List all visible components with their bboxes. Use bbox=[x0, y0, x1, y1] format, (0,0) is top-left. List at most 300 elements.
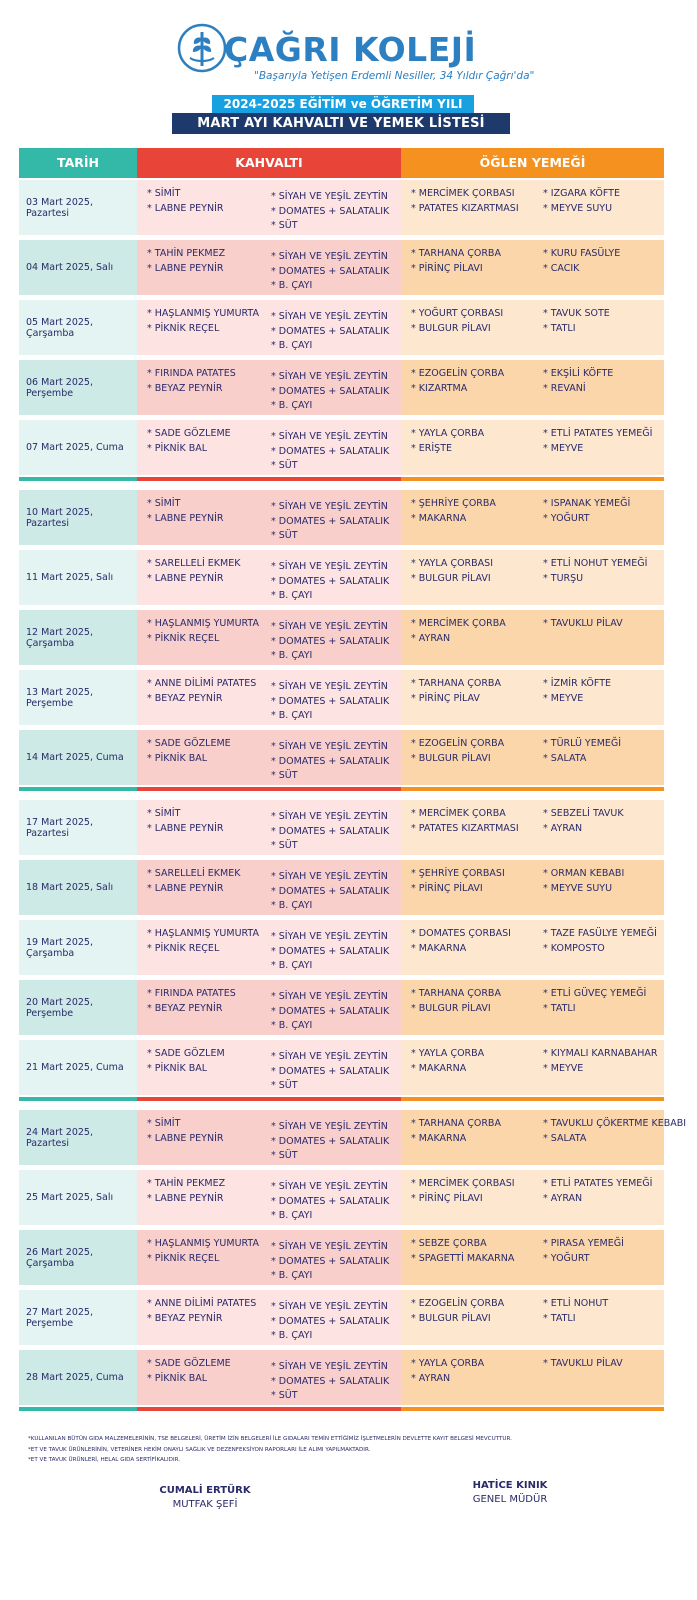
menu-column bbox=[401, 497, 537, 545]
menu-item: * B. ÇAYI bbox=[271, 1329, 401, 1344]
menu-item: * MERCİMEK ÇORBA bbox=[411, 807, 537, 822]
table-row bbox=[19, 1350, 664, 1405]
menu-column bbox=[137, 677, 265, 725]
menu-column bbox=[265, 1117, 401, 1165]
menu-item: * LABNE PEYNİR bbox=[147, 262, 265, 277]
lunch-cell bbox=[401, 800, 664, 855]
menu-item: * TURŞU bbox=[543, 572, 664, 587]
date-cell: 26 Mart 2025, Çarşamba bbox=[19, 1230, 137, 1285]
menu-item: * BEYAZ PEYNİR bbox=[147, 382, 265, 397]
menu-column bbox=[265, 1237, 401, 1285]
menu-item: * IZGARA KÖFTE bbox=[543, 187, 664, 202]
menu-item: * PİRİNÇ PİLAVI bbox=[411, 262, 537, 277]
menu-item: * PİKNİK BAL bbox=[147, 1062, 265, 1077]
lunch-cell bbox=[401, 490, 664, 545]
table-row bbox=[19, 550, 664, 605]
menu-item: * LABNE PEYNİR bbox=[147, 512, 265, 527]
menu-column bbox=[537, 497, 664, 545]
menu-item: * TAZE FASÜLYE YEMEĞİ bbox=[543, 927, 664, 942]
footnote: *KULLANILAN BÜTÜN GIDA MALZEMELERİNİN, TSE BELGELERİ, ÜRETİM İZİN BELGELERİ İLE GIDALARI TEMİN ETTİĞİMİZ İŞLETMELERİN DEVLETTE KAYIT BELGESİ MEVCUTTUR. bbox=[28, 1436, 512, 1442]
menu-column bbox=[265, 807, 401, 855]
menu-item: * SİYAH VE YEŞİL ZEYTİN bbox=[271, 620, 401, 635]
date-cell: 06 Mart 2025, Perşembe bbox=[19, 360, 137, 415]
week-separator bbox=[19, 1097, 664, 1101]
table-row bbox=[19, 1230, 664, 1285]
menu-item: * HAŞLANMIŞ YUMURTA bbox=[147, 617, 265, 632]
menu-column bbox=[401, 1237, 537, 1285]
menu-item: * MEYVE bbox=[543, 692, 664, 707]
menu-column bbox=[401, 737, 537, 785]
lunch-cell bbox=[401, 1290, 664, 1345]
week-separator bbox=[19, 1407, 664, 1411]
menu-item: * SÜT bbox=[271, 459, 401, 474]
menu-item: * SEBZE ÇORBA bbox=[411, 1237, 537, 1252]
header-tarih: TARİH bbox=[19, 148, 137, 178]
lunch-cell bbox=[401, 730, 664, 785]
menu-item: * BEYAZ PEYNİR bbox=[147, 1002, 265, 1017]
menu-item: * AYRAN bbox=[543, 822, 664, 837]
menu-item: * DOMATES + SALATALIK bbox=[271, 385, 401, 400]
menu-item: * HAŞLANMIŞ YUMURTA bbox=[147, 307, 265, 322]
menu-item: * LABNE PEYNİR bbox=[147, 1192, 265, 1207]
menu-item: * BULGUR PİLAVI bbox=[411, 572, 537, 587]
menu-item: * EZOGELİN ÇORBA bbox=[411, 1297, 537, 1312]
menu-item: * PİKNİK REÇEL bbox=[147, 1252, 265, 1267]
menu-item: * SİYAH VE YEŞİL ZEYTİN bbox=[271, 990, 401, 1005]
menu-column bbox=[537, 557, 664, 605]
menu-item: * SPAGETTİ MAKARNA bbox=[411, 1252, 537, 1267]
signature-left bbox=[130, 1485, 280, 1510]
breakfast-cell bbox=[137, 1110, 401, 1165]
menu-column bbox=[537, 1357, 664, 1405]
menu-item: * SİMİT bbox=[147, 497, 265, 512]
menu-item: * TARHANA ÇORBA bbox=[411, 987, 537, 1002]
menu-item: * PİKNİK BAL bbox=[147, 752, 265, 767]
menu-item: * DOMATES + SALATALIK bbox=[271, 1375, 401, 1390]
menu-column bbox=[137, 497, 265, 545]
breakfast-cell bbox=[137, 980, 401, 1035]
header-kahvalti: KAHVALTI bbox=[137, 148, 401, 178]
menu-column bbox=[537, 1047, 664, 1095]
menu-item: * SİYAH VE YEŞİL ZEYTİN bbox=[271, 560, 401, 575]
menu-column bbox=[401, 987, 537, 1035]
table-row bbox=[19, 180, 664, 235]
menu-column bbox=[537, 1117, 687, 1165]
table-row bbox=[19, 860, 664, 915]
menu-item: * KIZARTMA bbox=[411, 382, 537, 397]
menu-item: * DOMATES + SALATALIK bbox=[271, 1315, 401, 1330]
menu-item: * SİMİT bbox=[147, 1117, 265, 1132]
menu-column bbox=[265, 987, 401, 1035]
menu-column bbox=[537, 927, 664, 975]
menu-item: * SİYAH VE YEŞİL ZEYTİN bbox=[271, 810, 401, 825]
menu-column bbox=[401, 1177, 537, 1225]
menu-column bbox=[265, 1297, 401, 1345]
menu-item: * BULGUR PİLAVI bbox=[411, 1002, 537, 1017]
menu-column bbox=[137, 247, 265, 295]
menu-item: * HAŞLANMIŞ YUMURTA bbox=[147, 927, 265, 942]
menu-column bbox=[265, 677, 401, 725]
menu-item: * DOMATES + SALATALIK bbox=[271, 445, 401, 460]
menu-item: * ŞEHRİYE ÇORBA bbox=[411, 497, 537, 512]
menu-item: * PİKNİK BAL bbox=[147, 1372, 265, 1387]
date-cell: 18 Mart 2025, Salı bbox=[19, 860, 137, 915]
menu-column bbox=[137, 1117, 265, 1165]
lunch-cell bbox=[401, 360, 664, 415]
menu-item: * EKŞİLİ KÖFTE bbox=[543, 367, 664, 382]
menu-item: * AYRAN bbox=[411, 632, 537, 647]
menu-column bbox=[137, 737, 265, 785]
breakfast-cell bbox=[137, 1350, 401, 1405]
menu-column bbox=[265, 497, 401, 545]
table-row bbox=[19, 610, 664, 665]
menu-item: * SİMİT bbox=[147, 187, 265, 202]
menu-item: * FIRINDA PATATES bbox=[147, 367, 265, 382]
breakfast-cell bbox=[137, 800, 401, 855]
breakfast-cell bbox=[137, 180, 401, 235]
menu-item: * SİYAH VE YEŞİL ZEYTİN bbox=[271, 680, 401, 695]
menu-item: * DOMATES + SALATALIK bbox=[271, 325, 401, 340]
menu-item: * CACIK bbox=[543, 262, 664, 277]
breakfast-cell bbox=[137, 610, 401, 665]
breakfast-cell bbox=[137, 1170, 401, 1225]
menu-item: * SİYAH VE YEŞİL ZEYTİN bbox=[271, 190, 401, 205]
year-band: 2024-2025 EĞİTİM ve ÖĞRETİM YILI bbox=[212, 95, 474, 114]
menu-item: * TATLI bbox=[543, 322, 664, 337]
menu-column bbox=[401, 1357, 537, 1405]
menu-column bbox=[265, 1047, 401, 1095]
table-row bbox=[19, 670, 664, 725]
menu-item: * LABNE PEYNİR bbox=[147, 572, 265, 587]
menu-column bbox=[265, 427, 401, 475]
school-slogan: "Başarıyla Yetişen Erdemli Nesiller, 34 Yıldır Çağrı'da" bbox=[254, 70, 535, 82]
menu-item: * DOMATES + SALATALIK bbox=[271, 1135, 401, 1150]
table-row bbox=[19, 1110, 687, 1165]
menu-item: * ANNE DİLİMİ PATATES bbox=[147, 677, 265, 692]
date-cell: 19 Mart 2025, Çarşamba bbox=[19, 920, 137, 975]
menu-item: * DOMATES + SALATALIK bbox=[271, 205, 401, 220]
menu-item: * AYRAN bbox=[543, 1192, 664, 1207]
menu-item: * PATATES KIZARTMASI bbox=[411, 202, 537, 217]
menu-item: * TAHİN PEKMEZ bbox=[147, 1177, 265, 1192]
menu-column bbox=[265, 367, 401, 415]
lunch-cell bbox=[401, 240, 664, 295]
menu-item: * REVANİ bbox=[543, 382, 664, 397]
menu-item: * FIRINDA PATATES bbox=[147, 987, 265, 1002]
table-row bbox=[19, 240, 664, 295]
menu-item: * SİYAH VE YEŞİL ZEYTİN bbox=[271, 370, 401, 385]
menu-item: * HAŞLANMIŞ YUMURTA bbox=[147, 1237, 265, 1252]
menu-item: * B. ÇAYI bbox=[271, 279, 401, 294]
date-cell: 13 Mart 2025, Perşembe bbox=[19, 670, 137, 725]
menu-item: * SARELLELİ EKMEK bbox=[147, 557, 265, 572]
lunch-cell bbox=[401, 1230, 664, 1285]
menu-item: * B. ÇAYI bbox=[271, 1019, 401, 1034]
menu-item: * ORMAN KEBABI bbox=[543, 867, 664, 882]
menu-item: * SİYAH VE YEŞİL ZEYTİN bbox=[271, 310, 401, 325]
table-row bbox=[19, 490, 664, 545]
menu-item: * DOMATES + SALATALIK bbox=[271, 755, 401, 770]
menu-item: * DOMATES + SALATALIK bbox=[271, 1195, 401, 1210]
menu-column bbox=[537, 617, 664, 665]
menu-item: * PİRİNÇ PİLAVI bbox=[411, 882, 537, 897]
wheat-emblem-icon bbox=[176, 22, 228, 74]
table-row bbox=[19, 1290, 664, 1345]
table-row bbox=[19, 980, 664, 1035]
menu-column bbox=[401, 247, 537, 295]
school-logo bbox=[176, 22, 535, 92]
menu-column bbox=[537, 807, 664, 855]
menu-column bbox=[137, 867, 265, 915]
menu-item: * DOMATES + SALATALIK bbox=[271, 1005, 401, 1020]
menu-item: * SİMİT bbox=[147, 807, 265, 822]
menu-column bbox=[401, 677, 537, 725]
menu-item: * BULGUR PİLAVI bbox=[411, 1312, 537, 1327]
lunch-cell bbox=[401, 1170, 664, 1225]
lunch-cell bbox=[401, 920, 664, 975]
menu-item: * YAYLA ÇORBA bbox=[411, 1047, 537, 1062]
menu-column bbox=[537, 1237, 664, 1285]
menu-column bbox=[401, 1117, 537, 1165]
breakfast-cell bbox=[137, 360, 401, 415]
footnote: *ET VE TAVUK ÜRÜNLERİ, HELAL GIDA SERTİFİKALIDIR. bbox=[28, 1457, 181, 1463]
menu-item: * TAVUKLU ÇÖKERTME KEBABI bbox=[543, 1117, 664, 1132]
menu-item: * ISPANAK YEMEĞİ bbox=[543, 497, 664, 512]
menu-item: * DOMATES + SALATALIK bbox=[271, 265, 401, 280]
date-cell: 28 Mart 2025, Cuma bbox=[19, 1350, 137, 1405]
menu-item: * SÜT bbox=[271, 529, 401, 544]
menu-item: * SİYAH VE YEŞİL ZEYTİN bbox=[271, 1050, 401, 1065]
menu-column bbox=[265, 1357, 401, 1405]
breakfast-cell bbox=[137, 240, 401, 295]
lunch-cell bbox=[401, 550, 664, 605]
menu-item: * PİRİNÇ PİLAV bbox=[411, 692, 537, 707]
menu-item: * AYRAN bbox=[411, 1372, 537, 1387]
menu-item: * PİKNİK BAL bbox=[147, 442, 265, 457]
menu-column bbox=[137, 187, 265, 235]
menu-item: * PİRİNÇ PİLAVI bbox=[411, 1192, 537, 1207]
date-cell: 12 Mart 2025, Çarşamba bbox=[19, 610, 137, 665]
menu-item: * SİYAH VE YEŞİL ZEYTİN bbox=[271, 1120, 401, 1135]
menu-item: * LABNE PEYNİR bbox=[147, 1132, 265, 1147]
menu-item: * SİYAH VE YEŞİL ZEYTİN bbox=[271, 1180, 401, 1195]
breakfast-cell bbox=[137, 1230, 401, 1285]
table-row bbox=[19, 800, 664, 855]
menu-item: * MERCİMEK ÇORBASI bbox=[411, 187, 537, 202]
menu-item: * SÜT bbox=[271, 219, 401, 234]
menu-item: * TAHİN PEKMEZ bbox=[147, 247, 265, 262]
breakfast-cell bbox=[137, 550, 401, 605]
menu-item: * ETLİ PATATES YEMEĞİ bbox=[543, 427, 664, 442]
date-cell: 20 Mart 2025, Perşembe bbox=[19, 980, 137, 1035]
menu-column bbox=[265, 617, 401, 665]
menu-item: * DOMATES ÇORBASI bbox=[411, 927, 537, 942]
menu-column bbox=[137, 307, 265, 355]
menu-item: * B. ÇAYI bbox=[271, 1209, 401, 1224]
lunch-cell bbox=[401, 610, 664, 665]
menu-item: * MAKARNA bbox=[411, 1132, 537, 1147]
table-row bbox=[19, 1040, 664, 1095]
table-row bbox=[19, 1170, 664, 1225]
signature-right bbox=[435, 1480, 585, 1505]
menu-item: * MERCİMEK ÇORBA bbox=[411, 617, 537, 632]
table-row bbox=[19, 300, 664, 355]
menu-column bbox=[401, 187, 537, 235]
menu-item: * SÜT bbox=[271, 1079, 401, 1094]
menu-item: * TARHANA ÇORBA bbox=[411, 1117, 537, 1132]
date-cell: 07 Mart 2025, Cuma bbox=[19, 420, 137, 475]
menu-column bbox=[401, 557, 537, 605]
menu-item: * MAKARNA bbox=[411, 1062, 537, 1077]
menu-item: * EZOGELİN ÇORBA bbox=[411, 367, 537, 382]
menu-column bbox=[265, 737, 401, 785]
menu-item: * TARHANA ÇORBA bbox=[411, 677, 537, 692]
menu-item: * SÜT bbox=[271, 769, 401, 784]
school-name: ÇAĞRI KOLEJİ bbox=[224, 30, 477, 69]
menu-item: * SADE GÖZLEME bbox=[147, 1357, 265, 1372]
menu-column bbox=[401, 927, 537, 975]
menu-item: * DOMATES + SALATALIK bbox=[271, 945, 401, 960]
menu-column bbox=[137, 1177, 265, 1225]
menu-item: * EZOGELİN ÇORBA bbox=[411, 737, 537, 752]
menu-item: * SEBZELİ TAVUK bbox=[543, 807, 664, 822]
header-ogle-yemegi: ÖĞLEN YEMEĞİ bbox=[401, 148, 664, 178]
menu-item: * SALATA bbox=[543, 752, 664, 767]
menu-item: * LABNE PEYNİR bbox=[147, 202, 265, 217]
menu-item: * B. ÇAYI bbox=[271, 709, 401, 724]
menu-item: * YAYLA ÇORBASI bbox=[411, 557, 537, 572]
breakfast-cell bbox=[137, 860, 401, 915]
menu-item: * KURU FASÜLYE bbox=[543, 247, 664, 262]
menu-item: * SİYAH VE YEŞİL ZEYTİN bbox=[271, 1240, 401, 1255]
menu-item: * SALATA bbox=[543, 1132, 664, 1147]
menu-item: * SÜT bbox=[271, 1389, 401, 1404]
menu-item: * TATLI bbox=[543, 1002, 664, 1017]
menu-item: * ŞEHRİYE ÇORBASI bbox=[411, 867, 537, 882]
menu-item: * ETLİ GÜVEÇ YEMEĞİ bbox=[543, 987, 664, 1002]
menu-item: * SİYAH VE YEŞİL ZEYTİN bbox=[271, 500, 401, 515]
menu-item: * SADE GÖZLEME bbox=[147, 427, 265, 442]
table-row bbox=[19, 920, 664, 975]
menu-item: * SİYAH VE YEŞİL ZEYTİN bbox=[271, 430, 401, 445]
signatory-title: MUTFAK ŞEFİ bbox=[172, 1499, 238, 1510]
date-cell: 04 Mart 2025, Salı bbox=[19, 240, 137, 295]
menu-column bbox=[137, 557, 265, 605]
menu-item: * PIRASA YEMEĞİ bbox=[543, 1237, 664, 1252]
menu-column bbox=[537, 187, 664, 235]
menu-item: * DOMATES + SALATALIK bbox=[271, 1255, 401, 1270]
table-row bbox=[19, 420, 664, 475]
menu-item: * PİKNİK REÇEL bbox=[147, 942, 265, 957]
menu-item: * B. ÇAYI bbox=[271, 589, 401, 604]
breakfast-cell bbox=[137, 730, 401, 785]
menu-item: * ANNE DİLİMİ PATATES bbox=[147, 1297, 265, 1312]
menu-item: * TAVUK SOTE bbox=[543, 307, 664, 322]
menu-column bbox=[265, 1177, 401, 1225]
breakfast-cell bbox=[137, 490, 401, 545]
menu-item: * İZMİR KÖFTE bbox=[543, 677, 664, 692]
menu-item: * SARELLELİ EKMEK bbox=[147, 867, 265, 882]
menu-item: * SİYAH VE YEŞİL ZEYTİN bbox=[271, 250, 401, 265]
menu-item: * BEYAZ PEYNİR bbox=[147, 1312, 265, 1327]
menu-item: * SİYAH VE YEŞİL ZEYTİN bbox=[271, 870, 401, 885]
menu-item: * PİKNİK REÇEL bbox=[147, 322, 265, 337]
breakfast-cell bbox=[137, 420, 401, 475]
menu-column bbox=[265, 247, 401, 295]
menu-item: * MAKARNA bbox=[411, 512, 537, 527]
lunch-cell bbox=[401, 300, 664, 355]
menu-item: * MERCİMEK ÇORBASI bbox=[411, 1177, 537, 1192]
menu-item: * TATLI bbox=[543, 1312, 664, 1327]
menu-item: * YOĞURT ÇORBASI bbox=[411, 307, 537, 322]
menu-item: * ETLİ NOHUT bbox=[543, 1297, 664, 1312]
menu-column bbox=[137, 1237, 265, 1285]
menu-column bbox=[137, 367, 265, 415]
breakfast-cell bbox=[137, 920, 401, 975]
lunch-cell bbox=[401, 980, 664, 1035]
menu-item: * TARHANA ÇORBA bbox=[411, 247, 537, 262]
lunch-cell bbox=[401, 670, 664, 725]
date-cell: 24 Mart 2025, Pazartesi bbox=[19, 1110, 137, 1165]
menu-item: * BULGUR PİLAVI bbox=[411, 752, 537, 767]
menu-item: * SÜT bbox=[271, 1149, 401, 1164]
menu-column bbox=[537, 987, 664, 1035]
menu-item: * DOMATES + SALATALIK bbox=[271, 575, 401, 590]
date-cell: 03 Mart 2025, Pazartesi bbox=[19, 180, 137, 235]
menu-item: * YOĞURT bbox=[543, 1252, 664, 1267]
table-row bbox=[19, 730, 664, 785]
menu-item: * YOĞURT bbox=[543, 512, 664, 527]
menu-item: * PİKNİK REÇEL bbox=[147, 632, 265, 647]
menu-item: * MEYVE SUYU bbox=[543, 202, 664, 217]
menu-item: * SİYAH VE YEŞİL ZEYTİN bbox=[271, 1360, 401, 1375]
list-title: MART AYI KAHVALTI VE YEMEK LİSTESİ bbox=[172, 113, 510, 134]
menu-column bbox=[137, 427, 265, 475]
menu-item: * MEYVE SUYU bbox=[543, 882, 664, 897]
menu-item: * SİYAH VE YEŞİL ZEYTİN bbox=[271, 1300, 401, 1315]
menu-column bbox=[537, 367, 664, 415]
menu-item: * DOMATES + SALATALIK bbox=[271, 885, 401, 900]
menu-column bbox=[265, 927, 401, 975]
menu-column bbox=[137, 617, 265, 665]
date-cell: 10 Mart 2025, Pazartesi bbox=[19, 490, 137, 545]
lunch-cell bbox=[401, 860, 664, 915]
week-separator bbox=[19, 787, 664, 791]
menu-column bbox=[401, 367, 537, 415]
date-cell: 25 Mart 2025, Salı bbox=[19, 1170, 137, 1225]
menu-column bbox=[537, 677, 664, 725]
menu-item: * TAVUKLU PİLAV bbox=[543, 1357, 664, 1372]
menu-item: * B. ÇAYI bbox=[271, 959, 401, 974]
menu-item: * ERİŞTE bbox=[411, 442, 537, 457]
lunch-cell bbox=[401, 1350, 664, 1405]
date-cell: 27 Mart 2025, Perşembe bbox=[19, 1290, 137, 1345]
menu-item: * LABNE PEYNİR bbox=[147, 822, 265, 837]
date-cell: 21 Mart 2025, Cuma bbox=[19, 1040, 137, 1095]
table-row bbox=[19, 360, 664, 415]
menu-item: * TÜRLÜ YEMEĞİ bbox=[543, 737, 664, 752]
menu-column bbox=[401, 807, 537, 855]
menu-item: * PATATES KIZARTMASI bbox=[411, 822, 537, 837]
menu-item: * KOMPOSTO bbox=[543, 942, 664, 957]
footnotes bbox=[28, 1434, 512, 1466]
breakfast-cell bbox=[137, 1290, 401, 1345]
menu-column bbox=[265, 557, 401, 605]
date-cell: 14 Mart 2025, Cuma bbox=[19, 730, 137, 785]
menu-item: * B. ÇAYI bbox=[271, 649, 401, 664]
menu-column bbox=[537, 427, 664, 475]
page-header bbox=[0, 0, 697, 150]
